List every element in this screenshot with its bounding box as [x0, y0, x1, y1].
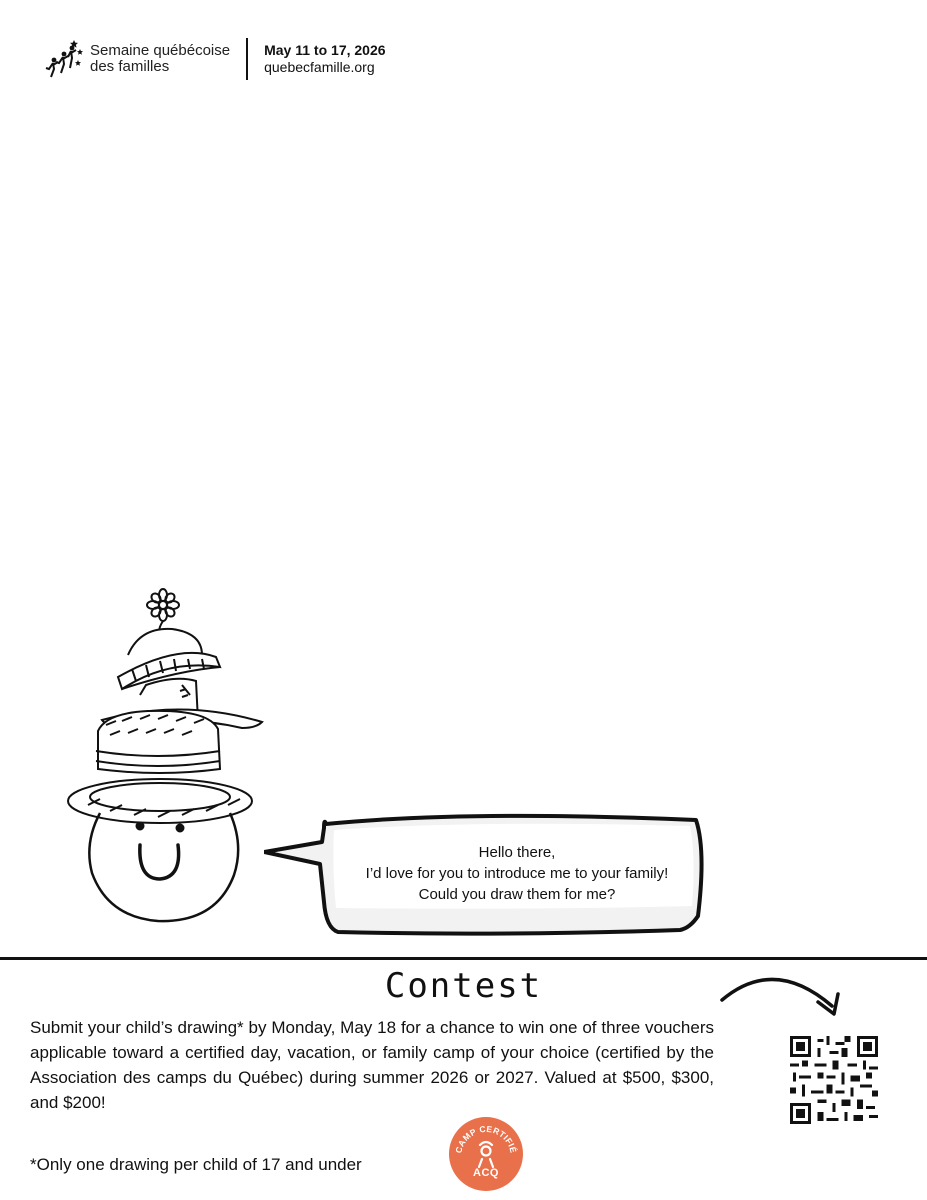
snowman-character-icon — [60, 585, 280, 925]
contest-description: Submit your child’s drawing* by Monday, May 18 for a chance to win one of three vouchers applicable toward a certified day, vacation, or family camp of your choice (certified by the Association des camps du Québec) during summer 2026 or 2027. Valued at $500, $300, and $200! — [30, 1018, 714, 1112]
qr-code-icon[interactable] — [790, 1036, 878, 1124]
svg-text:CAMP CERTIFIÉ — [453, 1124, 518, 1154]
badge-bottom-text: ACQ — [473, 1167, 499, 1179]
bubble-line1: Hello there, — [478, 844, 556, 861]
contest-title: Contest — [384, 966, 543, 1006]
org-name-line1: Semaine québécoise — [90, 42, 231, 59]
contest-footnote: *Only one drawing per child of 17 and under — [30, 1155, 362, 1174]
bubble-line2: I’d love for you to introduce me to your family! — [365, 865, 669, 882]
org-name-line2: des familles — [90, 58, 170, 75]
speech-bubble-text — [322, 842, 712, 905]
event-info — [264, 42, 385, 76]
event-date: May 11 to 17, 2026 — [264, 42, 386, 58]
header-divider — [246, 38, 248, 80]
camper-figure-icon — [479, 1142, 493, 1167]
camp-certified-badge — [449, 1117, 523, 1191]
bubble-line3: Could you draw them for me? — [418, 886, 616, 903]
organization-name — [90, 43, 230, 75]
website-link[interactable]: quebecfamille.org — [264, 59, 375, 75]
header — [44, 36, 386, 82]
running-children-logo-icon — [44, 36, 86, 82]
badge-top-text: CAMP CERTIFIÉ — [453, 1123, 519, 1155]
curved-arrow-icon — [718, 968, 848, 1028]
section-divider — [0, 957, 927, 960]
